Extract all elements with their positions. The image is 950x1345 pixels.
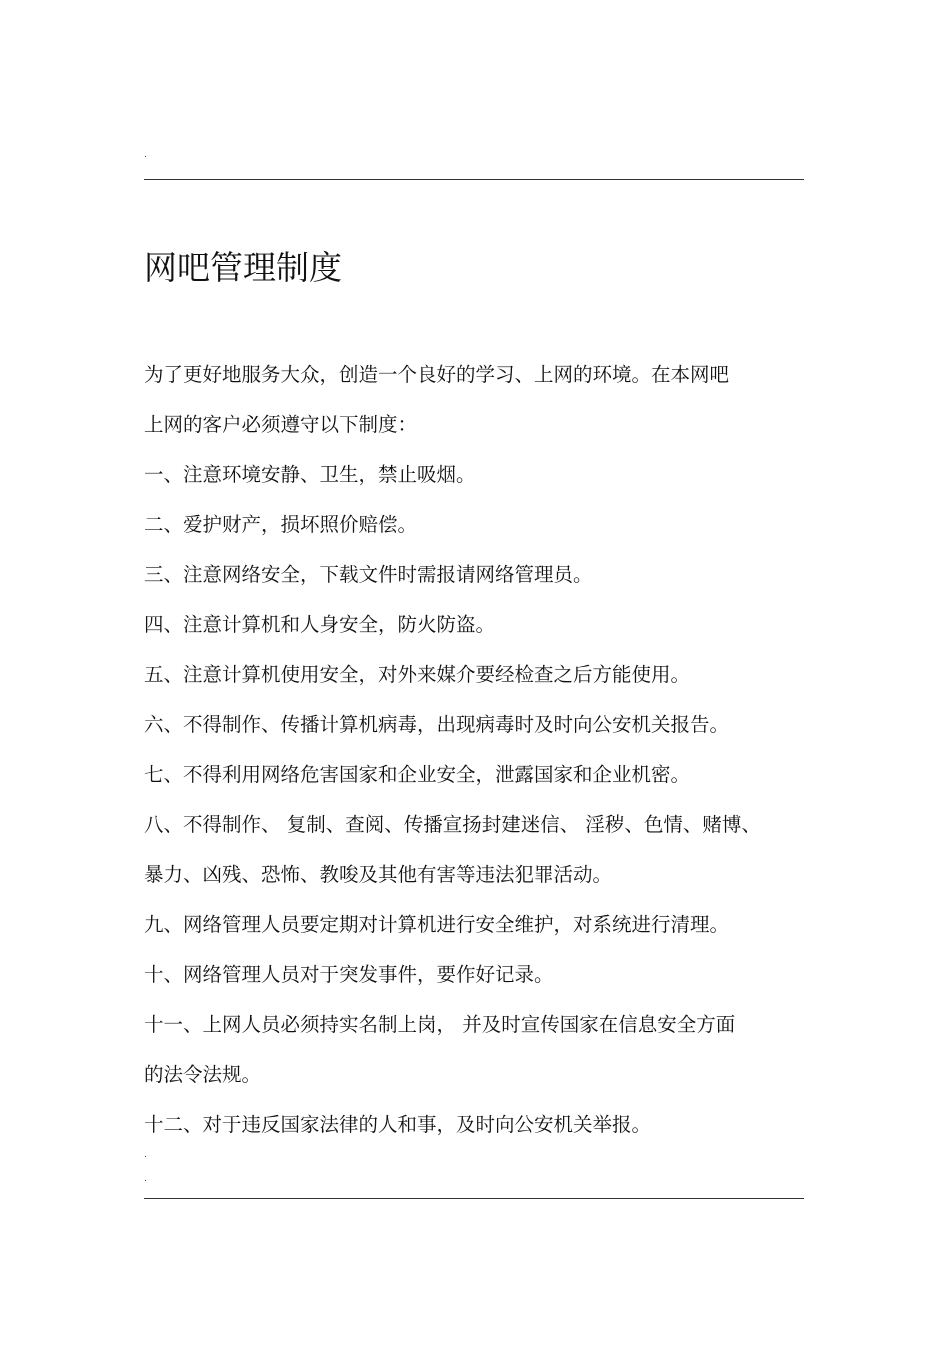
rule-item-10: 十、网络管理人员对于突发事件，要作好记录。 (144, 963, 554, 986)
rule-item-1: 一、注意环境安静、卫生，禁止吸烟。 (144, 463, 476, 486)
rule-item-11: 十一、上网人员必须持实名制上岗， 并及时宣传国家在信息安全方面 (144, 1013, 736, 1036)
rule-item-8: 八、不得制作、 复制、查阅、传播宣扬封建迷信、 淫秽、色情、赌博、 (144, 813, 761, 836)
rule-item-8-continued: 暴力、凶残、恐怖、教唆及其他有害等违法犯罪活动。 (144, 863, 613, 886)
rule-item-7: 七、不得利用网络危害国家和企业安全，泄露国家和企业机密。 (144, 763, 691, 786)
rule-item-9: 九、网络管理人员要定期对计算机进行安全维护，对系统进行清理。 (144, 913, 730, 936)
rule-item-6: 六、不得制作、传播计算机病毒，出现病毒时及时向公安机关报告。 (144, 713, 730, 736)
document-body (144, 350, 804, 1150)
footer-dot: . (144, 1150, 147, 1160)
footer-dot: . (144, 1174, 147, 1184)
rule-item-2: 二、爱护财产，损坏照价赔偿。 (144, 513, 418, 536)
rule-item-12: 十二、对于违反国家法律的人和事，及时向公安机关举报。 (144, 1113, 652, 1136)
paragraph-line: 为了更好地服务大众，创造一个良好的学习、上网的环境。在本网吧 (144, 363, 730, 386)
header-dot: . (144, 150, 147, 160)
page-title: 网吧管理制度 (144, 248, 342, 287)
rule-item-3: 三、注意网络安全，下载文件时需报请网络管理员。 (144, 563, 593, 586)
rule-item-5: 五、注意计算机使用安全，对外来媒介要经检查之后方能使用。 (144, 663, 691, 686)
header-rule (144, 179, 804, 180)
footer-rule (144, 1198, 804, 1199)
rule-item-11-continued: 的法令法规。 (144, 1063, 262, 1086)
paragraph-line: 上网的客户必须遵守以下制度： (144, 413, 418, 436)
rule-item-4: 四、注意计算机和人身安全，防火防盗。 (144, 613, 496, 636)
